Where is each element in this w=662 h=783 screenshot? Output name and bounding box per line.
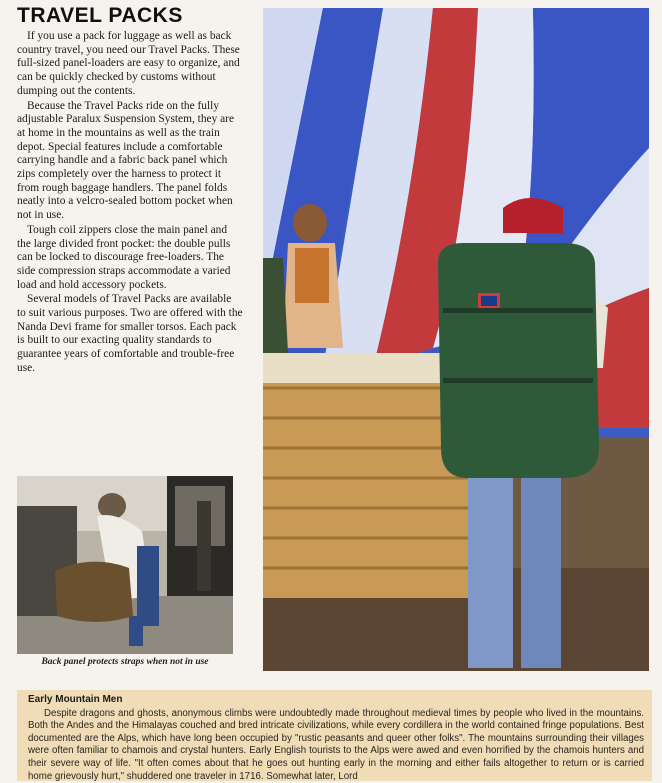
body-paragraph: Tough coil zippers close the main panel and the large divided front pocket: the double pulls can be locked to discourage free-loaders. The side compression straps accommodate a varied load and hold accessory pockets. — [17, 223, 231, 291]
body-text-column — [17, 30, 243, 377]
page-title: TRAVEL PACKS — [17, 4, 183, 27]
sidebar-heading: Early Mountain Men — [28, 694, 123, 705]
baggage-scene-illustration — [17, 476, 233, 654]
body-paragraph: If you use a pack for luggage as well as back country travel, you need our Travel Packs. These full-sized panel-loaders are easy to organize, and can be quickly checked by customs without dumping out the contents. — [17, 30, 240, 97]
body-paragraph: Because the Travel Packs ride on the fully adjustable Paralux Suspension System, they are at home in the mountains as well as the train depot. Special features include a comfortable carrying handle and a fabric back panel which zips completely over the harness to protect it from rough baggage handlers. The panel folds neatly into a velcro-sealed bottom pocket when not in use. — [17, 99, 235, 222]
sidebar-text: Despite dragons and ghosts, anonymous climbs were undoubtedly made throughout medieval times by people who lived in the mountains. Both the Andes and the Himalayas couched and bred intricate civilizations, while every cordillera in the world contained fringe populations. Best documented are the Alps, which have long been occupied by "rustic peasants and queer other folks". The mountains surrounding their villages were often familiar to chamois and crystal hunters. Early English tourists to the Alps were awed and even horrified by the chamois hunters and their severe way of life. "It often comes about that he goes out hunting early in the morning and either fails altogether to return or is carried home grievously hurt," shuddered one traveler in 1716. Somewhat later, Lord — [28, 707, 644, 782]
photo-caption: Back panel protects straps when not in use — [41, 657, 209, 667]
body-paragraph: Several models of Travel Packs are available to suit various purposes. Two are offered with the Nanda Devi frame for smaller torsos. Each pack is built to our exacting quality standards to guarantee years of comfortable and trouble-free use. — [17, 293, 243, 374]
early-mountain-men-sidebar — [17, 690, 652, 781]
balloon-photo — [263, 8, 649, 671]
baggage-photo — [17, 476, 233, 654]
balloon-scene-illustration — [263, 8, 649, 671]
